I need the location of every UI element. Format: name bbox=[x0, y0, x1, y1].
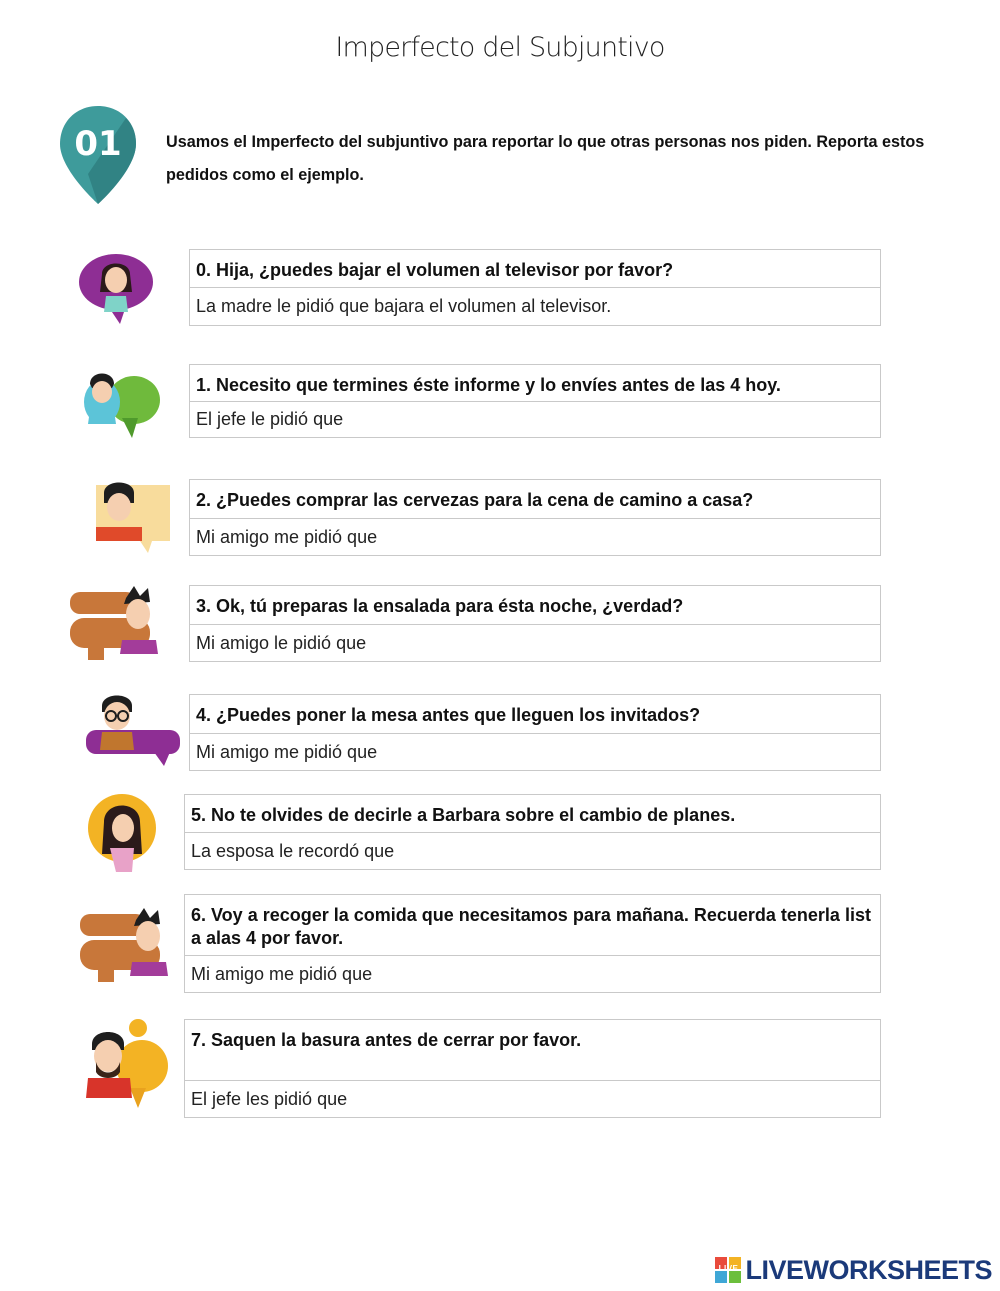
exercise-box-5 bbox=[184, 794, 881, 870]
exercise-box-6 bbox=[184, 894, 881, 993]
exercise-question-7: 7. Saquen la basura antes de cerrar por favor. bbox=[185, 1020, 880, 1081]
exercise-answer-6[interactable]: Mi amigo me pidió que bbox=[191, 963, 373, 984]
exercise-answer-4[interactable]: Mi amigo me pidió que bbox=[196, 741, 378, 762]
liveworksheets-logo[interactable] bbox=[715, 1253, 992, 1287]
logo-text: LIVEWORKSHEETS bbox=[745, 1254, 992, 1285]
live-badge-text: LIVE bbox=[718, 1264, 739, 1273]
live-badge-icon bbox=[715, 1257, 741, 1283]
exercise-box-0 bbox=[189, 249, 881, 326]
exercise-answer-5[interactable]: La esposa le recordó que bbox=[191, 840, 395, 861]
badge-number: 01 bbox=[74, 124, 122, 164]
exercise-box-4 bbox=[189, 694, 881, 771]
exercise-question-1: 1. Necesito que termines éste informe y lo envíes antes de las 4 hoy. bbox=[190, 365, 880, 402]
page-title: Imperfecto del Subjuntivo bbox=[335, 32, 665, 63]
exercise-box-2 bbox=[189, 479, 881, 556]
exercise-question-4: 4. ¿Puedes poner la mesa antes que lleguen los invitados? bbox=[190, 695, 880, 734]
exercise-question-2: 2. ¿Puedes comprar las cervezas para la cena de camino a casa? bbox=[190, 480, 880, 519]
man-beard-speech-bubble-icon bbox=[86, 1018, 170, 1110]
man-speech-bubble-icon bbox=[82, 366, 162, 442]
exercise-question-5: 5. No te olvides de decirle a Barbara sobre el cambio de planes. bbox=[185, 795, 880, 833]
woman-speech-bubble-icon bbox=[78, 252, 158, 326]
man-speech-bubble-icon bbox=[78, 906, 178, 984]
exercise-answer-0[interactable]: La madre le pidió que bajara el volumen al televisor. bbox=[196, 296, 612, 316]
exercise-answer-7[interactable]: El jefe les pidió que bbox=[191, 1088, 348, 1109]
man-speech-bubble-icon bbox=[68, 584, 168, 662]
man-speech-bubble-icon bbox=[90, 481, 172, 555]
exercise-answer-1[interactable]: El jefe le pidió que bbox=[196, 409, 344, 429]
section-number-badge bbox=[58, 104, 138, 206]
man-glasses-speech-bubble-icon bbox=[84, 694, 182, 768]
exercise-box-7 bbox=[184, 1019, 881, 1118]
instructions-text: Usamos el Imperfecto del subjuntivo para reportar lo que otras personas nos piden. Reporta estos pedidos como el ejemplo. bbox=[166, 133, 925, 184]
exercise-question-0: 0. Hija, ¿puedes bajar el volumen al televisor por favor? bbox=[190, 250, 880, 288]
exercise-answer-2[interactable]: Mi amigo me pidió que bbox=[196, 526, 378, 547]
exercise-question-3: 3. Ok, tú preparas la ensalada para ésta noche, ¿verdad? bbox=[190, 586, 880, 625]
exercise-box-3 bbox=[189, 585, 881, 662]
woman-avatar-icon bbox=[86, 792, 158, 874]
exercise-box-1 bbox=[189, 364, 881, 438]
exercise-question-6: 6. Voy a recoger la comida que necesitamos para mañana. Recuerda tenerla list a alas 4 por favor. bbox=[185, 895, 880, 956]
exercise-answer-3[interactable]: Mi amigo le pidió que bbox=[196, 632, 367, 653]
